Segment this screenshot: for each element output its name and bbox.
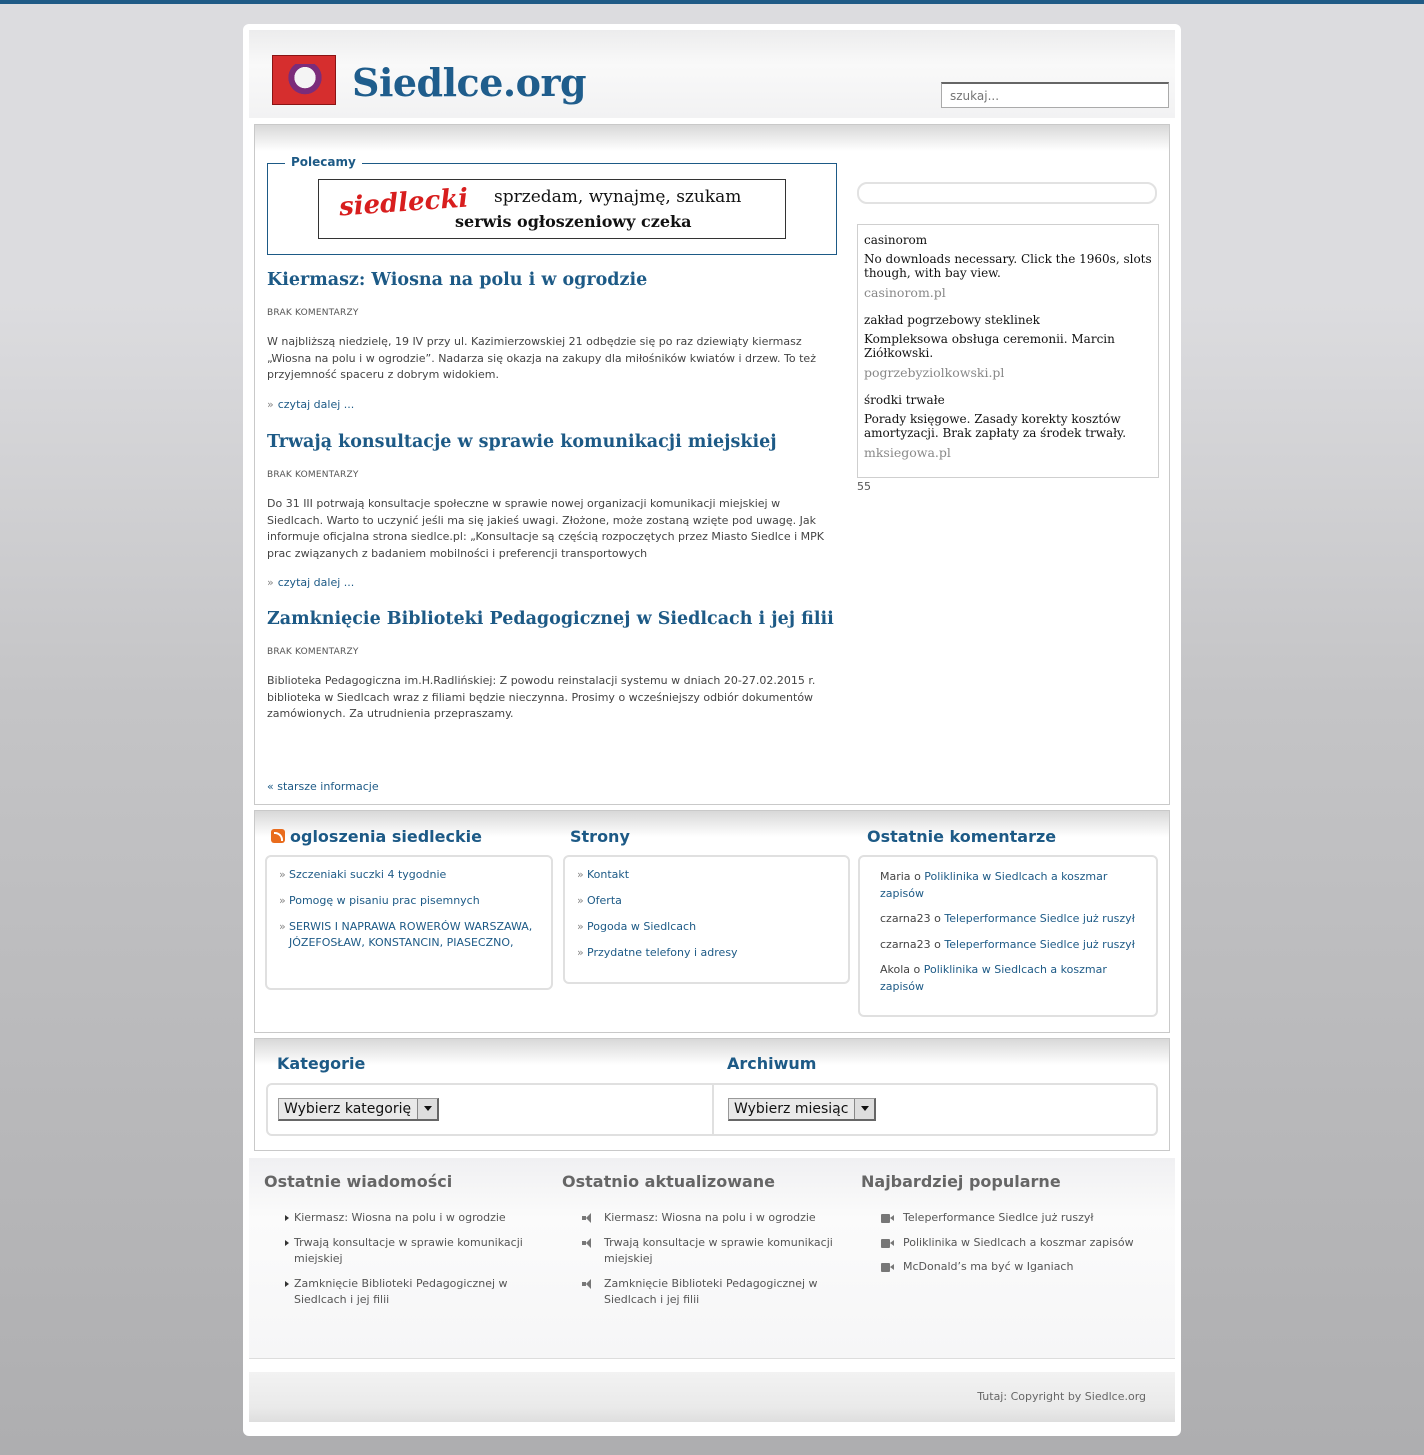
comment-post-link[interactable]: Teleperformance Siedlce już ruszył — [944, 912, 1135, 925]
polecamy-box — [267, 155, 837, 255]
most-popular-column — [861, 1172, 1161, 1284]
older-posts-link[interactable]: « starsze informacje — [267, 780, 379, 793]
post-title[interactable]: Trwają konsultacje w sprawie komunikacji miejskiej — [267, 432, 777, 452]
list-item[interactable]: » Szczeniaki suczki 4 tygodnie — [279, 867, 539, 883]
post-comments-count[interactable]: BRAK KOMENTARZY — [267, 308, 359, 318]
widget-title[interactable]: ogloszenia siedleckie — [271, 827, 482, 853]
ad-counter: 55 — [857, 480, 871, 493]
list-item[interactable]: » Pomogę w pisaniu prac pisemnych — [279, 893, 539, 909]
sidebar-empty-box — [857, 182, 1157, 204]
comments-list-box — [858, 855, 1158, 1017]
list-item[interactable]: Zamknięcie Biblioteki Pedagogicznej w Siedlcach i jej filii — [604, 1276, 852, 1309]
banner-line-1: sprzedam, wynajmę, szukam — [494, 187, 742, 207]
list-item[interactable]: Trwają konsultacje w sprawie komunikacji miejskiej — [294, 1235, 544, 1268]
post — [267, 432, 837, 589]
banner-line-2: serwis ogłoszeniowy czeka — [455, 212, 692, 231]
bullet-icon — [285, 1215, 289, 1221]
comment-post-link[interactable]: Teleperformance Siedlce już ruszył — [944, 937, 1135, 951]
post-title[interactable]: Zamknięcie Biblioteki Pedagogicznej w Siedlcach i jej filii — [267, 609, 834, 629]
main-content — [254, 124, 1170, 805]
footer-lists — [249, 1158, 1175, 1358]
bullet-icon — [285, 1281, 289, 1287]
bullet-icon — [285, 1240, 289, 1246]
ogloszenia-list-box — [265, 855, 553, 990]
post-excerpt: Do 31 III potrwają konsultacje społeczne w sprawie nowej organizacji komunikacji miejskiej w Siedlcach. Warto to uczynić jeśli ma się jakieś uwagi. Złożone, może zostaną wzięte pod uwagę. Jak informuje oficjalna strona siedlce.pl: „Konsultacje są częścią rozpoczętych przez Miasto Siedlce i MPK prac związanych z badaniem mobilności i preferencji transportowych — [267, 497, 824, 560]
widget-strony — [570, 827, 630, 853]
category-select[interactable]: Wybierz kategorię — [278, 1098, 439, 1121]
copyright-bar — [249, 1372, 1175, 1422]
ad-item[interactable]: zakład pogrzebowy steklinek Kompleksowa obsługa ceremonii. Marcin Ziółkowski. pogrzebyziolkowski.pl — [864, 313, 1115, 380]
recently-updated-column — [562, 1172, 852, 1317]
post-comments-count[interactable]: BRAK KOMENTARZY — [267, 647, 359, 657]
search-input[interactable] — [941, 82, 1169, 108]
archive-title: Archiwum — [727, 1054, 817, 1073]
read-more-link[interactable]: » czytaj dalej ... — [267, 576, 355, 589]
widgets-row — [254, 810, 1170, 1033]
categories-archive-box — [266, 1083, 1158, 1136]
coat-of-arms-logo[interactable] — [272, 55, 336, 105]
comment-item: czarna23 o Teleperformance Siedlce już ruszył — [880, 937, 1135, 951]
footer-column-title: Najbardziej popularne — [861, 1172, 1061, 1191]
post — [267, 270, 837, 411]
comment-post-link[interactable]: Poliklinika w Siedlcach a koszmar zapisów — [880, 870, 1108, 900]
site-logo-text[interactable]: Siedlce.org — [352, 60, 587, 105]
chevron-down-icon[interactable] — [854, 1099, 874, 1119]
sponsored-links — [857, 224, 1159, 478]
speaker-icon — [582, 1213, 596, 1223]
speaker-icon — [582, 1238, 596, 1248]
footer-column-title: Ostatnie wiadomości — [264, 1172, 453, 1191]
comment-item: Akola o Poliklinika w Siedlcach a koszmar zapisów — [880, 963, 1107, 993]
read-more-link[interactable]: » czytaj dalej ... — [267, 397, 355, 411]
ad-banner-siedlecki[interactable] — [318, 179, 786, 239]
post-excerpt: W najbliższą niedzielę, 19 IV przy ul. Kazimierzowskiej 21 odbędzie się po raz dziewiąty kiermasz „Wiosna na polu i w ogrodzie”. Nadarza się okazja na zakupy dla miłośników kwiatów i drzew. To też przyjemność spaceru z dobrym widokiem. — [267, 335, 816, 381]
video-camera-icon — [881, 1214, 895, 1223]
video-camera-icon — [881, 1239, 895, 1248]
footer-column-title: Ostatnio aktualizowane — [562, 1172, 776, 1191]
post — [267, 609, 837, 723]
speaker-icon — [582, 1279, 596, 1289]
list-item[interactable]: Kiermasz: Wiosna na polu i w ogrodzie — [294, 1210, 544, 1227]
list-item[interactable]: Kiermasz: Wiosna na polu i w ogrodzie — [604, 1210, 852, 1227]
post-comments-count[interactable]: BRAK KOMENTARZY — [267, 470, 359, 480]
month-select[interactable]: Wybierz miesiąc — [728, 1098, 876, 1121]
strony-list-box — [563, 855, 850, 984]
list-item[interactable]: Poliklinika w Siedlcach a koszmar zapisów — [903, 1235, 1161, 1252]
copyright-text: Tutaj: Copyright by Siedlce.org — [977, 1390, 1146, 1403]
rss-icon[interactable] — [271, 829, 285, 843]
list-item[interactable]: Zamknięcie Biblioteki Pedagogicznej w Siedlcach i jej filii — [294, 1276, 544, 1309]
list-item[interactable]: » Kontakt — [577, 867, 836, 883]
categories-title: Kategorie — [277, 1054, 366, 1073]
widget-title: Strony — [570, 827, 630, 846]
list-item[interactable]: » SERWIS I NAPRAWA ROWERÓW WARSZAWA, JÓZEFOSŁAW, KONSTANCIN, PIASECZNO, — [279, 919, 539, 951]
list-item[interactable]: McDonald’s ma być w Iganiach — [903, 1259, 1161, 1276]
post-title[interactable]: Kiermasz: Wiosna na polu i w ogrodzie — [267, 270, 648, 290]
comment-post-link[interactable]: Poliklinika w Siedlcach a koszmar zapisów — [880, 963, 1107, 993]
ad-item[interactable]: środki trwałe Porady księgowe. Zasady korekty kosztów amortyzacji. Brak zapłaty za środek trwały. mksiegowa.pl — [864, 393, 1127, 460]
recent-posts-column — [264, 1172, 544, 1317]
video-camera-icon — [881, 1263, 895, 1272]
polecamy-label: Polecamy — [285, 155, 362, 169]
site-header — [249, 30, 1175, 118]
footer-divider — [249, 1358, 1175, 1359]
banner-brand: siedlecki — [338, 183, 470, 223]
list-item[interactable]: Teleperformance Siedlce już ruszył — [903, 1210, 1161, 1227]
post-excerpt: Biblioteka Pedagogiczna im.H.Radlińskiej: Z powodu reinstalacji systemu w dniach 20-27.02.2015 r. biblioteka w Siedlcach wraz z filiami będzie nieczynna. Prosimy o wcześniejszy odbiór dokumentów zamówionych. Za utrudnienia przepraszamy. — [267, 674, 816, 720]
widget-title: Ostatnie komentarze — [867, 827, 1057, 846]
widget-ogloszenia — [271, 827, 482, 853]
comment-item: Maria o Poliklinika w Siedlcach a koszmar zapisów — [880, 870, 1108, 900]
list-item[interactable]: Trwają konsultacje w sprawie komunikacji miejskiej — [604, 1235, 852, 1268]
list-item[interactable]: » Pogoda w Siedlcach — [577, 919, 836, 935]
list-item[interactable]: » Przydatne telefony i adresy — [577, 945, 836, 961]
list-item[interactable]: » Oferta — [577, 893, 836, 909]
comment-item: czarna23 o Teleperformance Siedlce już ruszył — [880, 912, 1135, 925]
widget-komentarze — [867, 827, 1056, 853]
categories-archive-row — [254, 1038, 1170, 1151]
chevron-down-icon[interactable] — [417, 1099, 437, 1119]
ad-item[interactable]: casinorom No downloads necessary. Click the 1960s, slots though, with bay view. casinorom.pl — [864, 233, 1152, 300]
page-wrapper — [243, 24, 1181, 1436]
